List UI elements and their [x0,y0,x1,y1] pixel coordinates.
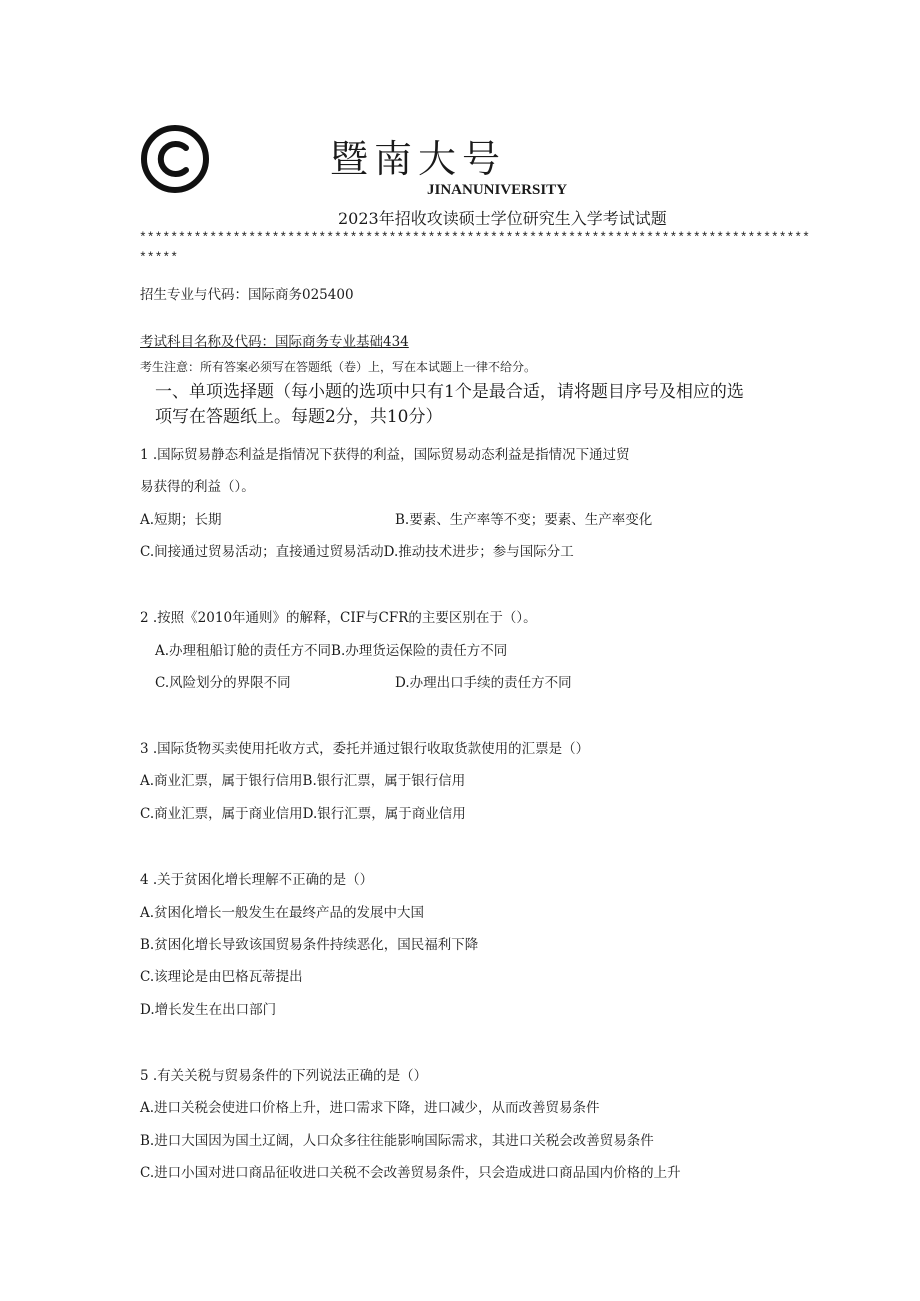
copyright-circle-icon [140,124,210,194]
section-heading-line1: 一、单项选择题（每小题的选项中只有1个是最合适，请将题目序号及相应的选 [155,382,744,402]
question-3-stem: 3 .国际货物买卖使用托收方式，委托并通过银行收取货款使用的汇票是（） [140,741,590,757]
question-5-option-a: A.进口关税会使进口价格上升，进口需求下降，进口减少，从而改善贸易条件 [140,1100,600,1116]
question-1-option-a: A.短期；长期 [140,512,222,528]
question-4-option-b: B.贫困化增长导致该国贸易条件持续恶化，国民福利下降 [140,937,479,953]
university-name-en: JINANUNIVERSITY [427,182,568,198]
question-5-stem: 5 .有关关税与贸易条件的下列说法正确的是（） [140,1068,428,1084]
question-1-stem: 1 .国际贸易静态利益是指情况下获得的利益，国际贸易动态利益是指情况下通过贸 [140,447,630,463]
question-2-option-d: D.办理出口手续的责任方不同 [395,675,572,691]
question-1-option-b: B.要素、生产率等不变；要素、生产率变化 [395,512,653,528]
question-3-option-cd: C.商业汇票，属于商业信用D.银行汇票，属于商业信用 [140,806,466,822]
question-2-option-c: C.风险划分的界限不同 [155,675,291,691]
subject-code: 考试科目名称及代码：国际商务专业基础434 [140,334,409,350]
exam-notice: 考生注意：所有答案必须写在答题纸（卷）上，写在本试题上一律不给分。 [140,360,537,374]
question-4-stem: 4 .关于贫困化增长理解不正确的是（） [140,872,374,888]
question-4-option-d: D.增长发生在出口部门 [140,1002,277,1018]
question-4-option-a: A.贫困化增长一般发生在最终产品的发展中大国 [140,905,425,921]
university-logo [140,124,210,194]
section-heading [155,380,815,430]
exam-title: 2023年招收攻读硕士学位研究生入学考试试题 [338,209,667,228]
question-4-option-c: C.该理论是由巴格瓦蒂提出 [140,969,303,985]
question-1-option-cd: C.间接通过贸易活动；直接通过贸易活动D.推动技术进步；参与国际分工 [140,544,574,560]
university-name-cn: 暨南大号 [330,137,507,181]
section-heading-line2: 项写在答题纸上。每题2分，共10分） [155,407,443,427]
question-2-stem: 2 .按照《2010年通则》的解释，CIF与CFR的主要区别在于（）。 [140,610,537,626]
question-3-option-ab: A.商业汇票，属于银行信用B.银行汇票，属于银行信用 [140,773,466,789]
divider-stars-tail: ***** [139,250,179,265]
question-1-stem-cont: 易获得的利益（）。 [140,479,255,495]
question-2-option-ab: A.办理租船订舱的责任方不同B.办理货运保险的责任方不同 [155,643,508,659]
question-5-option-b: B.进口大国因为国土辽阔，人口众多往往能影响国际需求，其进口关税会改善贸易条件 [140,1133,654,1149]
major-code: 招生专业与代码：国际商务025400 [140,287,354,303]
question-5-option-c: C.进口小国对进口商品征收进口关税不会改善贸易条件，只会造成进口商品国内价格的上升 [140,1165,681,1181]
divider-stars: ************************************************************************************** [139,230,810,245]
